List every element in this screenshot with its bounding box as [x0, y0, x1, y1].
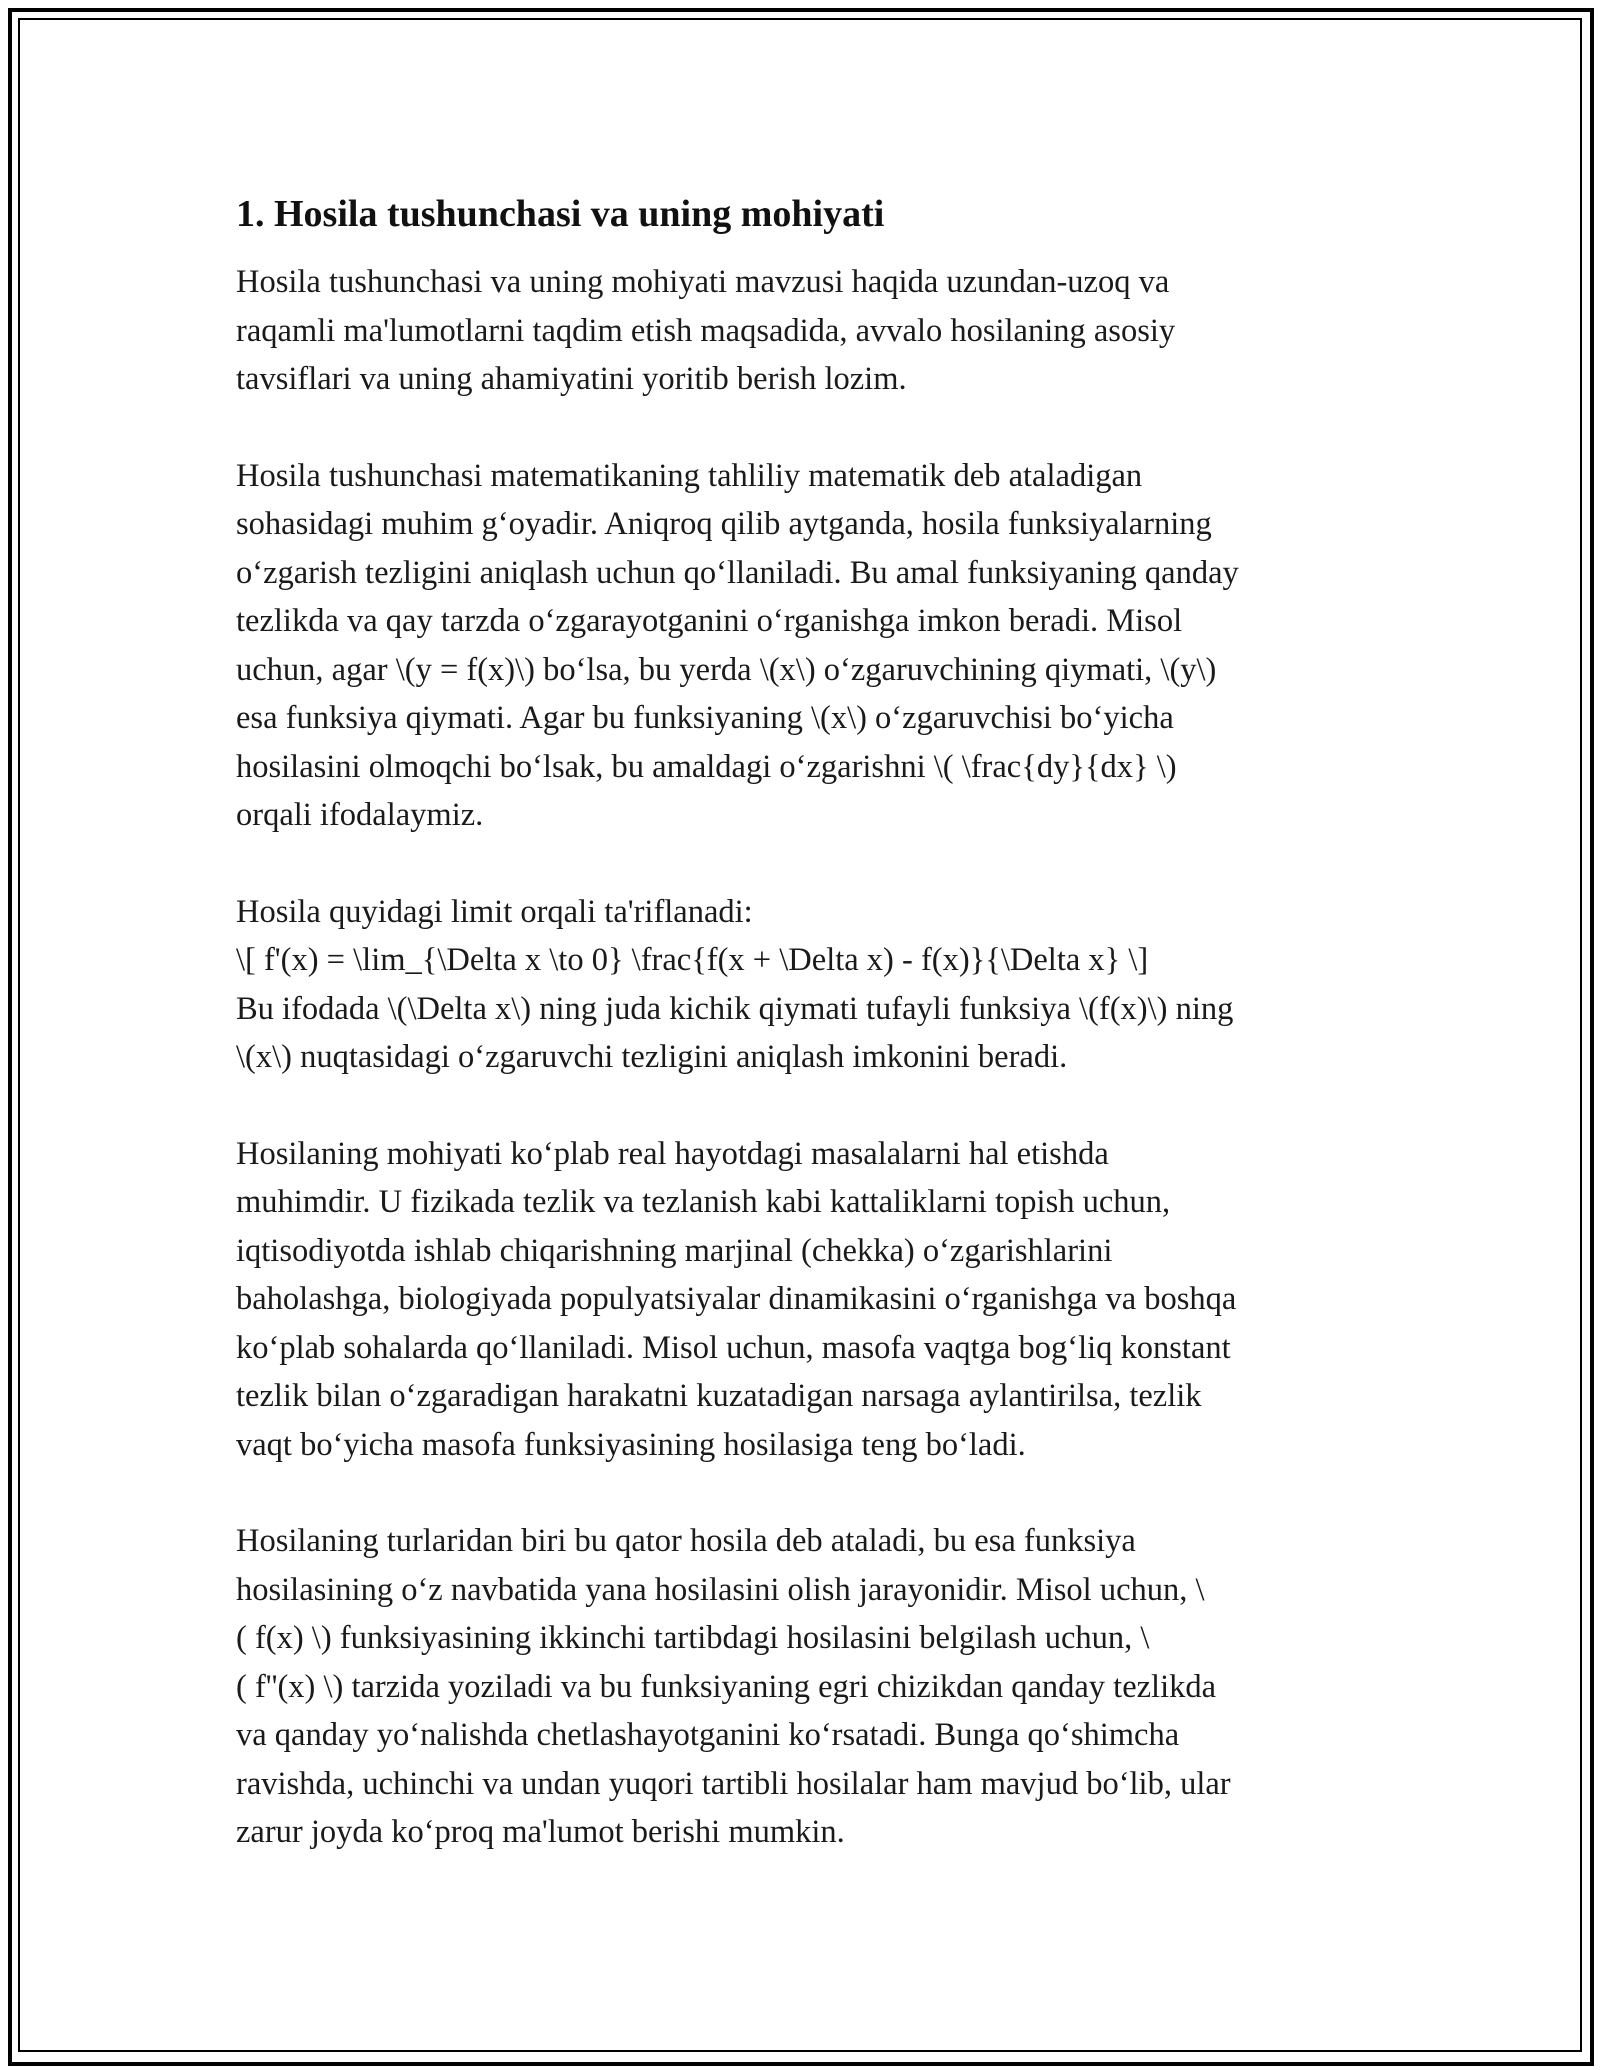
- paragraph-definition: Hosila tushunchasi matematikaning tahliliy matematik deb ataladigan sohasidagi muhim g‘oyadir. Aniqroq qilib aytganda, hosila funksiyalarning o‘zgarish tezligini aniqlash uchun qo‘llaniladi. Bu amal funksiyaning qanday tezlikda va qay tarzda o‘zgarayotganini o‘rganishga imkon beradi. Misol uchun, agar \(y = f(x)\) bo‘lsa, bu yerda \(x\) o‘zgaruvchining qiymati, \(y\) esa funksiya qiymati. Agar bu funksiyaning \(x\) o‘zgaruvchisi bo‘yicha hosilasini olmoqchi bo‘lsak, bu amaldagi o‘zgarishni \( \frac{dy}{dx} \) orqali ifodalaymiz.: [236, 457, 1239, 833]
- paragraph-intro: Hosila tushunchasi va uning mohiyati mavzusi haqida uzundan-uzoq va raqamli ma'lumotlarni taqdim etish maqsadida, avvalo hosilaning asosiy tavsiflari va uning ahamiyatini yoritib berish lozim.: [236, 264, 1176, 397]
- document-body: [236, 188, 1386, 1905]
- paragraph-higher-derivatives: Hosilaning turlaridan biri bu qator hosila deb ataladi, bu esa funksiya hosilasining o‘z navbatida yana hosilasini olish jarayonidir. Misol uchun, \ ( f(x) \) funksiyasining ikkinchi tartibdagi hosilasini belgilash uchun, \ ( f''(x) \) tarzida yoziladi va bu funksiyaning egri chizikdan qanday tezlikda va qanday yo‘nalishda chetlashayotganini ko‘rsatadi. Bunga qo‘shimcha ravishda, uchinchi va undan yuqori tartibli hosilalar ham mavjud bo‘lib, ular zarur joyda ko‘proq ma'lumot berishi mumkin.: [236, 1523, 1231, 1850]
- paragraph-limit-formula: Hosila quyidagi limit orqali ta'riflanadi: \[ f'(x) = \lim_{\Delta x \to 0} \frac{f(x + \Delta x) - f(x)}{\Delta x} \] Bu ifodada \(\Delta x\) ning juda kichik qiymati tufayli funksiya \(f(x)\) ning \(x\) nuqtasidagi o‘zgaruvchi tezligini aniqlash imkonini beradi.: [236, 893, 1234, 1075]
- section-heading: 1. Hosila tushunchasi va uning mohiyati: [236, 193, 885, 235]
- paragraph-applications: Hosilaning mohiyati ko‘plab real hayotdagi masalalarni hal etishda muhimdir. U fizikada tezlik va tezlanish kabi kattaliklarni topish uchun, iqtisodiyotda ishlab chiqarishning marjinal (chekka) o‘zgarishlarini baholashga, biologiyada populyatsiyalar dinamikasini o‘rganishga va boshqa ko‘plab sohalarda qo‘llaniladi. Misol uchun, masofa vaqtga bog‘liq konstant tezlik bilan o‘zgaradigan harakatni kuzatadigan narsaga aylantirilsa, tezlik vaqt bo‘yicha masofa funksiyasining hosilasiga teng bo‘ladi.: [236, 1135, 1237, 1463]
